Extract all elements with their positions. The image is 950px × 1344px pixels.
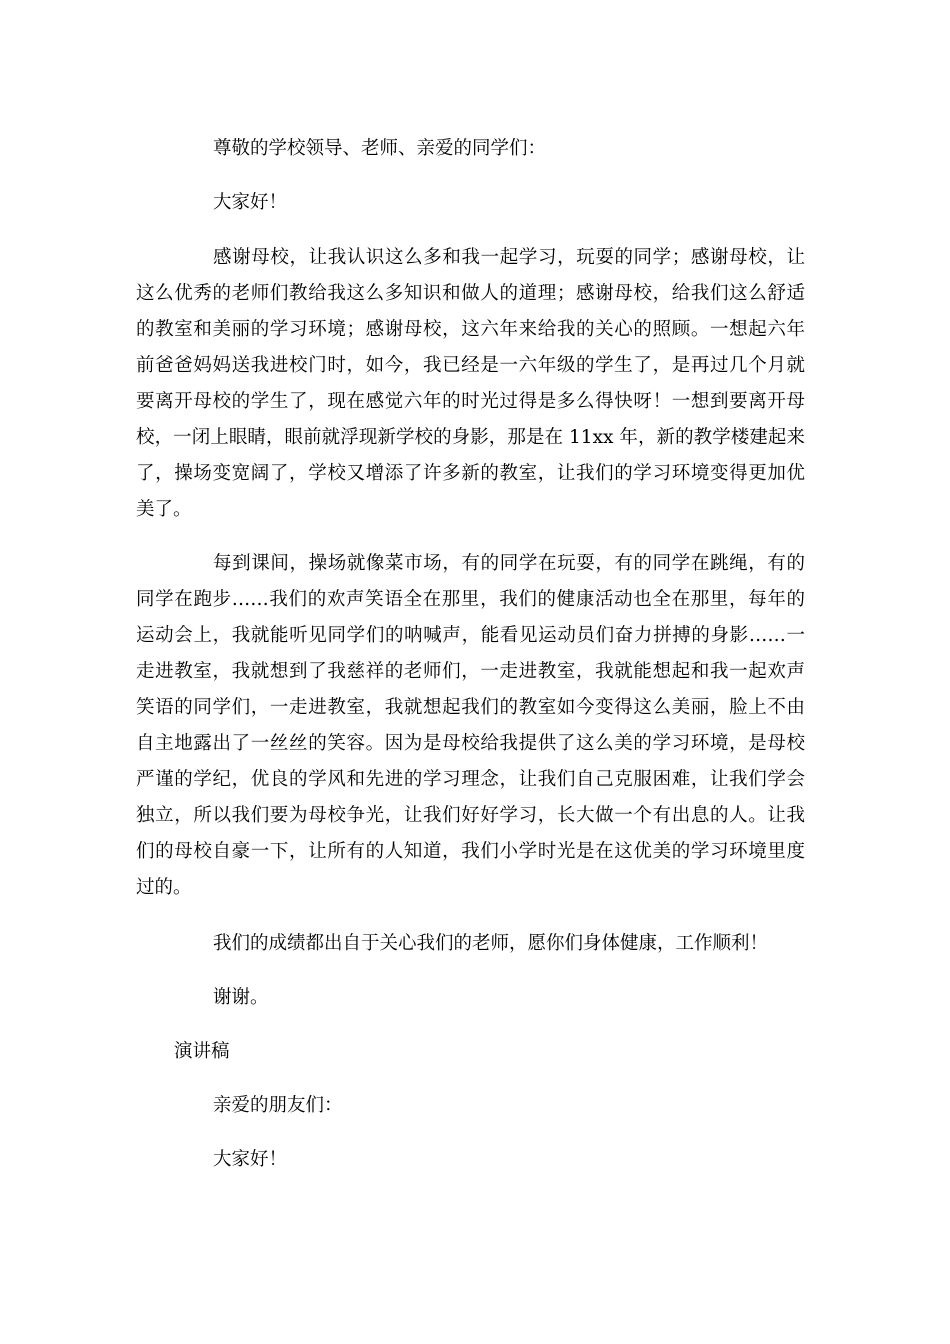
- greeting-2: 亲爱的朋友们：: [213, 1095, 343, 1116]
- paragraph-line: 了，操场变宽阔了，学校又增添了许多新的教室，让我们的学习环境变得更加优: [136, 463, 805, 484]
- paragraph-line: 运动会上，我就能听见同学们的呐喊声，能看见运动员们奋力拼搏的身影……一: [136, 625, 805, 646]
- hello: 大家好！: [213, 192, 288, 213]
- paragraph-line: 前爸爸妈妈送我进校门时，如今，我已经是一六年级的学生了，是再过几个月就: [136, 355, 805, 376]
- paragraph-line: 这么优秀的老师们教给我这么多知识和做人的道理；感谢母校，给我们这么舒适: [136, 283, 805, 304]
- paragraph-line: 每到课间，操场就像菜市场，有的同学在玩耍，有的同学在跳绳，有的: [213, 553, 805, 574]
- section-title: 演讲稿: [174, 1041, 230, 1062]
- paragraph-line: 独立，所以我们要为母校争光，让我们好好学习，长大做一个有出息的人。让我: [136, 805, 805, 826]
- paragraph-line: 们的母校自豪一下，让所有的人知道，我们小学时光是在这优美的学习环境里度: [136, 841, 805, 862]
- paragraph-line: 的教室和美丽的学习环境；感谢母校，这六年来给我的关心的照顾。一想起六年: [136, 319, 805, 340]
- paragraph-line: 自主地露出了一丝丝的笑容。因为是母校给我提供了这么美的学习环境，是母校: [136, 733, 805, 754]
- paragraph-line: 走进教室，我就想到了我慈祥的老师们，一走进教室，我就能想起和我一起欢声: [136, 661, 805, 682]
- paragraph-line: 校，一闭上眼睛，眼前就浮现新学校的身影，那是在 11xx 年，新的教学楼建起来: [136, 427, 805, 448]
- paragraph-line: 感谢母校，让我认识这么多和我一起学习，玩耍的同学；感谢母校，让: [213, 247, 805, 268]
- paragraph-line: 过的。: [136, 877, 192, 898]
- paragraph-line: 笑语的同学们，一走进教室，我就想起我们的教室如今变得这么美丽，脸上不由: [136, 697, 805, 718]
- thanks: 谢谢。: [213, 987, 269, 1008]
- paragraph-line: 同学在跑步……我们的欢声笑语全在那里，我们的健康活动也全在那里，每年的: [136, 589, 805, 610]
- paragraph-line: 美了。: [136, 499, 192, 520]
- hello-2: 大家好！: [213, 1149, 288, 1170]
- paragraph-line: 要离开母校的学生了，现在感觉六年的时光过得是多么得快呀！一想到要离开母: [136, 391, 805, 412]
- greeting: 尊敬的学校领导、老师、亲爱的同学们：: [213, 138, 547, 159]
- closing-line: 我们的成绩都出自于关心我们的老师，愿你们身体健康，工作顺利！: [213, 933, 769, 954]
- paragraph-line: 严谨的学纪，优良的学风和先进的学习理念，让我们自己克服困难，让我们学会: [136, 769, 805, 790]
